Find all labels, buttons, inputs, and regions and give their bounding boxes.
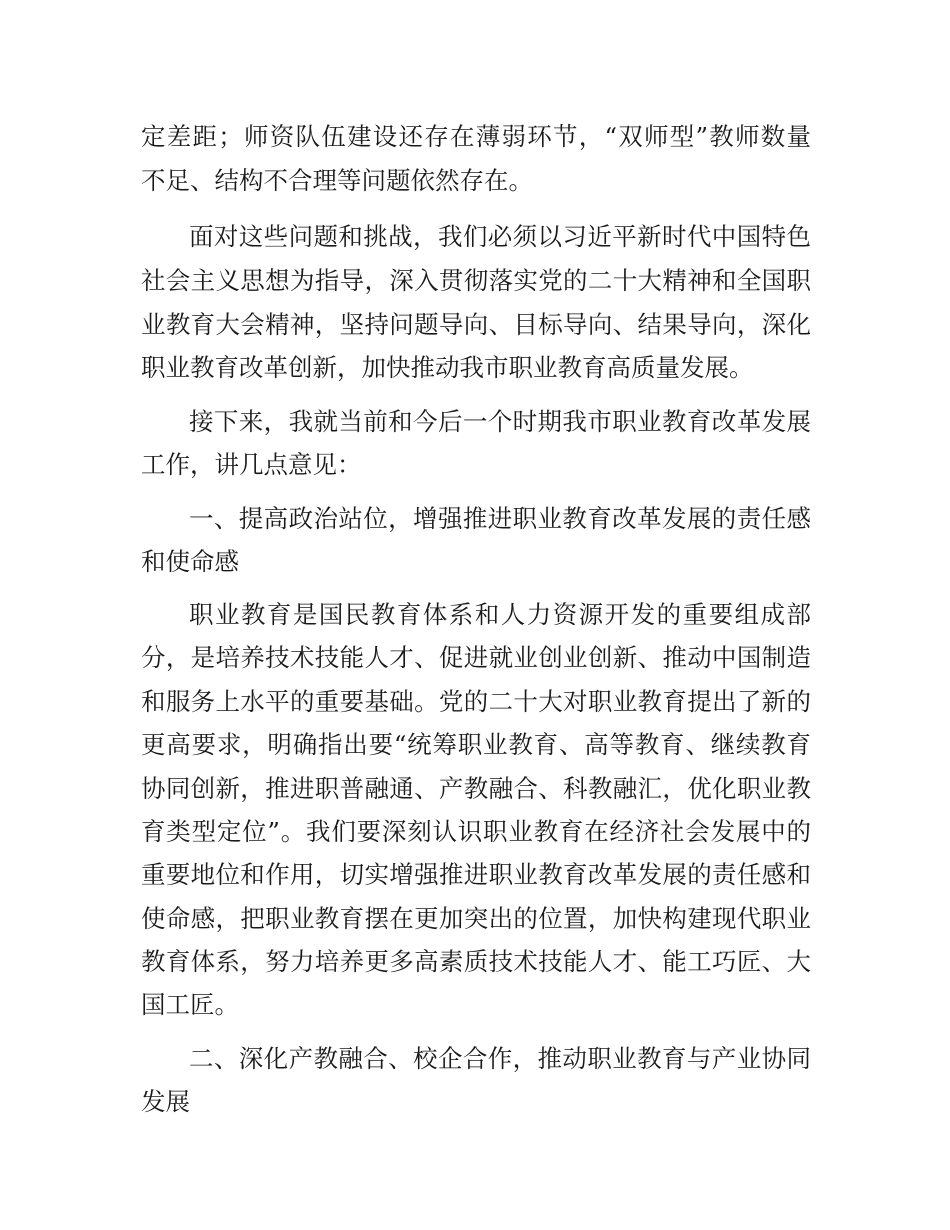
paragraph-first-line: 接下来，我就当前和今后一个时期我市职业教育改革发展 [189,407,811,436]
text-line: 和服务上水平的重要基础。党的二十大对职业教育提出了新的 [141,687,811,716]
text-line: 协同创新，推进职普融通、产教融合、科教融汇，优化职业教 [141,774,811,803]
text-line: 定差距；师资队伍建设还存在薄弱环节，“双师型”教师数量 [141,122,811,151]
section-heading-2: 二、深化产教融合、校企合作，推动职业教育与产业协同 [189,1044,811,1073]
text-line: 使命感，把职业教育摆在更加突出的位置，加快构建现代职业 [141,904,811,933]
section-heading-1: 一、提高政治站位，增强推进职业教育改革发展的责任感 [189,504,811,533]
section-heading-2-cont: 发展 [141,1087,190,1116]
text-line: 重要地位和作用，切实增强推进职业教育改革发展的责任感和 [141,860,811,889]
text-line: 职业教育改革创新，加快推动我市职业教育高质量发展。 [141,353,754,382]
paragraph-first-line: 职业教育是国民教育体系和人力资源开发的重要组成部 [189,600,811,629]
text-line: 分，是培养技术技能人才、促进就业创业创新、推动中国制造 [141,643,811,672]
text-line: 教育体系，努力培养更多高素质技术技能人才、能工巧匠、大 [141,947,811,976]
text-line: 工作，讲几点意见： [141,450,362,479]
text-line: 不足、结构不合理等问题依然存在。 [141,166,533,195]
text-line: 社会主义思想为指导，深入贯彻落实党的二十大精神和全国职 [141,266,811,295]
text-line: 国工匠。 [141,990,239,1019]
paragraph-first-line: 面对这些问题和挑战，我们必须以习近平新时代中国特色 [189,222,811,251]
text-line: 业教育大会精神，坚持问题导向、目标导向、结果导向，深化 [141,310,811,339]
section-heading-1-cont: 和使命感 [141,547,239,576]
text-line: 育类型定位”。我们要深刻认识职业教育在经济社会发展中的 [141,817,811,846]
text-line: 更高要求，明确指出要“统筹职业教育、高等教育、继续教育 [141,730,811,759]
